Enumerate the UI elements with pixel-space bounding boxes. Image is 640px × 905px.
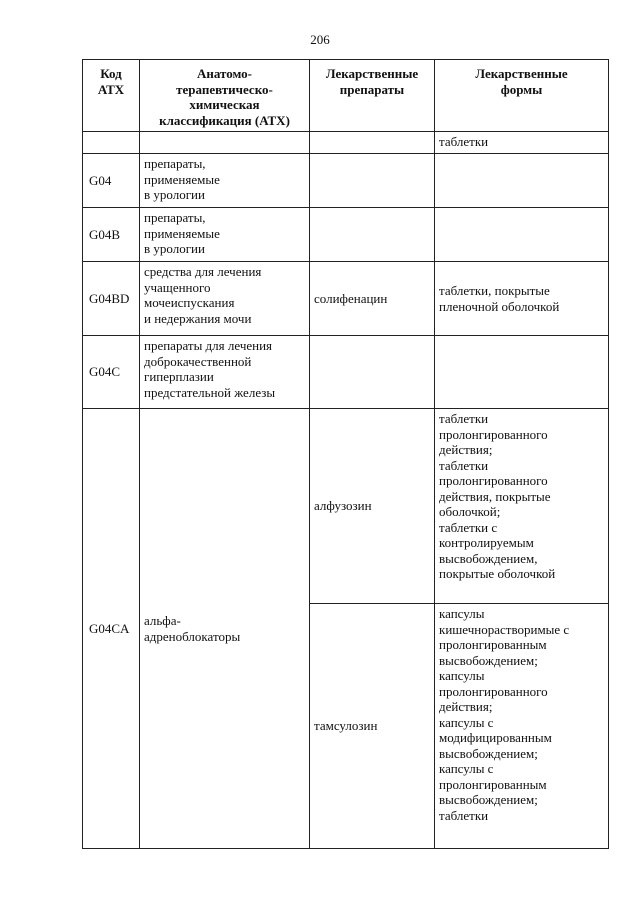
drug-cell: тамсулозин	[310, 604, 435, 849]
header-code: Код АТХ	[83, 60, 140, 132]
drug-cell	[310, 154, 435, 208]
drug-cell	[310, 208, 435, 262]
drug-cell	[310, 336, 435, 409]
code-cell: G04	[83, 154, 140, 208]
classification-cell: препараты, применяемые в урологии	[140, 154, 310, 208]
code-cell: G04BD	[83, 262, 140, 336]
header-row	[83, 60, 609, 132]
drug-cell	[310, 132, 435, 154]
code-cell: G04C	[83, 336, 140, 409]
table-row	[83, 336, 609, 409]
table-row	[83, 132, 609, 154]
forms-cell: таблетки пролонгированного действия; таблетки пролонгированного действия, покрытые оболочкой; таблетки с контролируемым высвобождением, покрытые оболочкой	[435, 409, 609, 604]
classification-cell	[140, 132, 310, 154]
code-cell: G04B	[83, 208, 140, 262]
table-row	[83, 208, 609, 262]
classification-cell: альфа- адреноблокаторы	[140, 409, 310, 849]
header-forms: Лекарственные формы	[435, 60, 609, 132]
classification-cell: препараты, применяемые в урологии	[140, 208, 310, 262]
forms-cell: капсулы кишечнорастворимые с пролонгированным высвобождением; капсулы пролонгированного действия; капсулы с модифицированным высвобождением; капсулы с пролонгированным высвобождением; таблетки	[435, 604, 609, 849]
classification-cell: препараты для лечения доброкачественной гиперплазии предстательной железы	[140, 336, 310, 409]
forms-cell: таблетки, покрытые пленочной оболочкой	[435, 262, 609, 336]
drug-cell: алфузозин	[310, 409, 435, 604]
page-number: 206	[310, 32, 330, 47]
forms-cell: таблетки	[435, 132, 609, 154]
atc-table	[82, 59, 609, 849]
header-classification: Анатомо- терапевтическо- химическая классификация (АТХ)	[140, 60, 310, 132]
table-row	[83, 154, 609, 208]
header-drugs: Лекарственные препараты	[310, 60, 435, 132]
forms-cell	[435, 208, 609, 262]
code-cell	[83, 132, 140, 154]
forms-cell	[435, 154, 609, 208]
code-cell: G04CA	[83, 409, 140, 849]
classification-cell: средства для лечения учащенного мочеиспускания и недержания мочи	[140, 262, 310, 336]
drug-cell: солифенацин	[310, 262, 435, 336]
forms-cell	[435, 336, 609, 409]
table-row	[83, 409, 609, 604]
table-row	[83, 262, 609, 336]
